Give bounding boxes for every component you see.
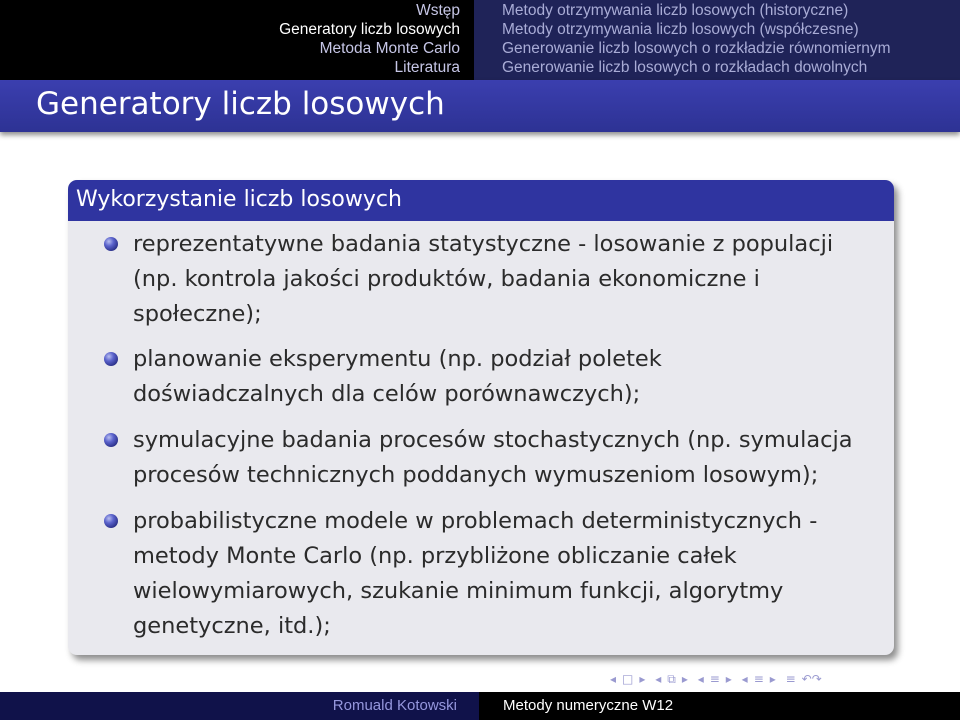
document-icon[interactable]: ≡ <box>785 672 796 686</box>
footer-author: Romuald Kotowski <box>332 697 457 714</box>
back-forward-search-icon[interactable]: ↶↷ <box>801 672 822 686</box>
block-title: Wykorzystanie liczb losowych <box>76 187 402 212</box>
list-item-line: probabilistyczne modele w problemach deterministycznych - <box>133 508 818 534</box>
section-navigation <box>0 0 474 80</box>
footer-author-area <box>0 692 479 720</box>
frame-title-bar <box>0 80 960 132</box>
slide-icon[interactable]: □ <box>622 672 634 686</box>
list-item-line: planowanie eksperymentu (np. podział poletek <box>133 346 662 372</box>
navigation-header <box>0 0 960 80</box>
bullet-icon <box>104 433 118 447</box>
list-item-line: (np. kontrola jakości produktów, badania ekonomiczne i <box>133 266 760 292</box>
nav-subsection-historyczne[interactable]: Metody otrzymywania liczb losowych (historyczne) <box>502 2 849 19</box>
prev-slide-arrow-icon[interactable]: ◂ <box>610 672 617 686</box>
nav-section-monte-carlo[interactable]: Metoda Monte Carlo <box>319 40 460 57</box>
list-item-line: procesów technicznych poddanych wymuszeniom losowym); <box>133 462 819 488</box>
subsection-icon[interactable]: ≡ <box>709 672 720 686</box>
footer-title: Metody numeryczne W12 <box>503 697 674 714</box>
list-item-line: genetyczne, itd.); <box>133 613 331 639</box>
list-item-line: wielowymiarowych, szukanie minimum funkcji, algorytmy <box>133 578 784 604</box>
next-slide-arrow-icon[interactable]: ▸ <box>639 672 646 686</box>
list-item-line: metody Monte Carlo (np. przybliżone obliczanie całek <box>133 543 737 569</box>
prev-frame-arrow-icon[interactable]: ◂ <box>655 672 662 686</box>
list-item-line: doświadczalnych dla celów porównawczych); <box>133 381 641 407</box>
prev-section-arrow-icon[interactable]: ◂ <box>741 672 748 686</box>
frame-title: Generatory liczb losowych <box>36 86 445 122</box>
list-item-line: reprezentatywne badania statystyczne - losowanie z populacji <box>133 231 834 257</box>
navigation-symbols <box>610 669 828 689</box>
nav-section-wstep[interactable]: Wstęp <box>416 2 460 19</box>
bullet-icon <box>104 514 118 528</box>
footer-bar <box>0 692 960 720</box>
nav-section-literatura[interactable]: Literatura <box>394 59 460 76</box>
nav-subsection-wspolczesne[interactable]: Metody otrzymywania liczb losowych (współczesne) <box>502 21 859 38</box>
nav-subsection-rownomierny[interactable]: Generowanie liczb losowych o rozkładzie równomiernym <box>502 40 891 57</box>
bullet-icon <box>104 352 118 366</box>
nav-subsection-dowolne[interactable]: Generowanie liczb losowych o rozkładach dowolnych <box>502 59 868 76</box>
section-icon[interactable]: ≡ <box>753 672 764 686</box>
next-subsection-arrow-icon[interactable]: ▸ <box>725 672 732 686</box>
frame-icon[interactable]: ⧉ <box>667 672 676 686</box>
block-title-bar <box>68 180 894 221</box>
prev-subsection-arrow-icon[interactable]: ◂ <box>697 672 704 686</box>
next-frame-arrow-icon[interactable]: ▸ <box>681 672 688 686</box>
list-item-line: społeczne); <box>133 301 262 327</box>
subsection-navigation <box>474 0 960 80</box>
nav-section-generatory[interactable]: Generatory liczb losowych <box>279 21 460 38</box>
next-section-arrow-icon[interactable]: ▸ <box>769 672 776 686</box>
list-item-line: symulacyjne badania procesów stochastycznych (np. symulacja <box>133 427 853 453</box>
bullet-icon <box>104 237 118 251</box>
content-block <box>68 180 894 655</box>
